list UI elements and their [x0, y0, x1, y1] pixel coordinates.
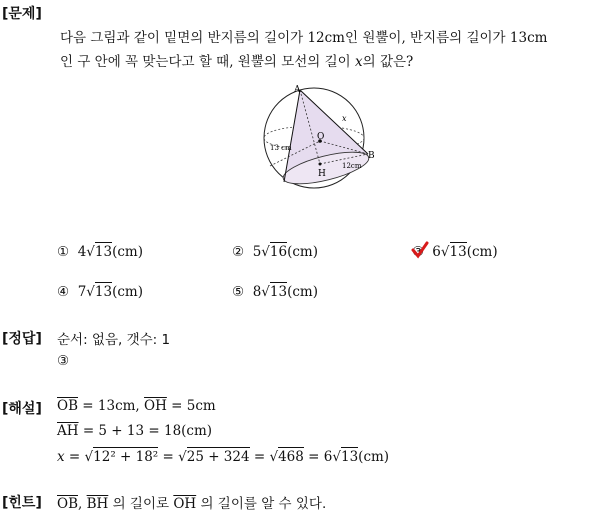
hint-text	[57, 492, 326, 512]
hint-text-part: 의 길이로	[108, 496, 174, 512]
radicand-1: 12² + 18²	[93, 449, 159, 465]
problem-text-part: 의 값은?	[362, 54, 414, 70]
choice-coef: 6	[432, 244, 441, 260]
point-o-label: O	[317, 132, 325, 142]
segment-oh: $\overline{OH}$	[173, 496, 197, 512]
radius-12-label: 12cm	[342, 162, 362, 170]
choice-unit: (cm)	[112, 244, 143, 260]
segment-bh: $\overline{BH}$	[86, 496, 109, 512]
choice-radicand: 13	[94, 244, 113, 260]
explanation-line1	[57, 398, 216, 414]
segment-ob: $\overline{OB}$	[57, 398, 78, 414]
checkmark-icon	[411, 241, 429, 259]
choice-number: ①	[57, 244, 70, 260]
answer-choice: ③	[57, 353, 70, 369]
segment-ob: $\overline{OB}$	[57, 496, 78, 512]
problem-text-line1: 다음 그림과 같이 밑면의 반지름의 길이가 12cm인 원뿔이, 반지름의 길이가 13cm	[60, 30, 548, 46]
choice-number: ⑤	[232, 284, 245, 300]
equals-sign: =	[158, 449, 179, 465]
problem-label: [문제]	[2, 6, 42, 22]
explanation-line2	[57, 423, 212, 439]
slant-x-label: x	[342, 114, 347, 123]
choice-radicand: 13	[269, 284, 288, 300]
explanation-label: [해설]	[2, 401, 42, 417]
result-unit: (cm)	[358, 449, 390, 465]
radius-13-label: 13 cm	[270, 144, 292, 152]
point-h-label: H	[318, 169, 326, 179]
choice-3[interactable]: ③ 6√13(cm)	[412, 244, 498, 260]
choice-number: ②	[232, 244, 245, 260]
choice-radicand: 13	[94, 284, 113, 300]
choice-coef: 8	[252, 284, 262, 300]
hint-text-part: 의 길이를 알 수 있다.	[196, 496, 327, 512]
hint-label: [힌트]	[2, 495, 42, 511]
equals-sign: =	[64, 449, 85, 465]
selected-marker	[412, 244, 428, 260]
problem-text-part: 인 구 안에 꼭 맞는다고 할 때, 원뿔의 모선의 길이	[60, 54, 355, 70]
explanation-text: = 13cm,	[78, 398, 145, 414]
choice-unit: (cm)	[112, 284, 143, 300]
explanation-line3: x = √12² + 18² = √25 + 324 = √468 = 6√13(cm)	[57, 449, 390, 465]
choice-coef: 7	[77, 284, 87, 300]
choice-coef: 4	[77, 244, 87, 260]
radicand-2: 25 + 324	[186, 449, 250, 465]
equals-sign: =	[303, 449, 324, 465]
explanation-text: = 5 + 13 = 18(cm)	[78, 423, 213, 439]
answer-label: [정답]	[2, 331, 42, 347]
choice-unit: (cm)	[287, 244, 318, 260]
answer-order-count: 순서: 없음, 갯수: 1	[57, 332, 171, 348]
explanation-text: = 5cm	[166, 398, 216, 414]
equals-sign: =	[249, 449, 270, 465]
choice-1[interactable]: ① 4√13(cm)	[57, 244, 143, 260]
point-b-label: B	[368, 151, 375, 161]
choice-unit: (cm)	[287, 284, 318, 300]
choice-number: ④	[57, 284, 70, 300]
choice-unit: (cm)	[466, 244, 498, 260]
hint-comma: ,	[78, 496, 87, 512]
choice-radicand: 16	[269, 244, 288, 260]
variable-x: x	[57, 449, 65, 465]
result-coef: 6	[323, 449, 333, 465]
cone-in-sphere-figure	[262, 84, 378, 200]
choice-number: ③	[412, 244, 425, 260]
foot-h-dot	[319, 163, 322, 166]
choice-radicand: 13	[449, 244, 467, 260]
point-a-label: A	[294, 85, 301, 95]
segment-oh: $\overline{OH}$	[144, 398, 167, 414]
choice-2[interactable]: ② 5√16(cm)	[232, 244, 318, 260]
variable-x: x	[354, 54, 363, 70]
choice-4[interactable]: ④ 7√13(cm)	[57, 284, 143, 300]
radicand-3: 468	[278, 449, 304, 465]
radicand-4: 13	[340, 449, 359, 465]
choice-5[interactable]: ⑤ 8√13(cm)	[232, 284, 318, 300]
segment-ah: $\overline{AH}$	[57, 423, 79, 439]
problem-text-line2	[60, 50, 413, 70]
choice-coef: 5	[252, 244, 262, 260]
